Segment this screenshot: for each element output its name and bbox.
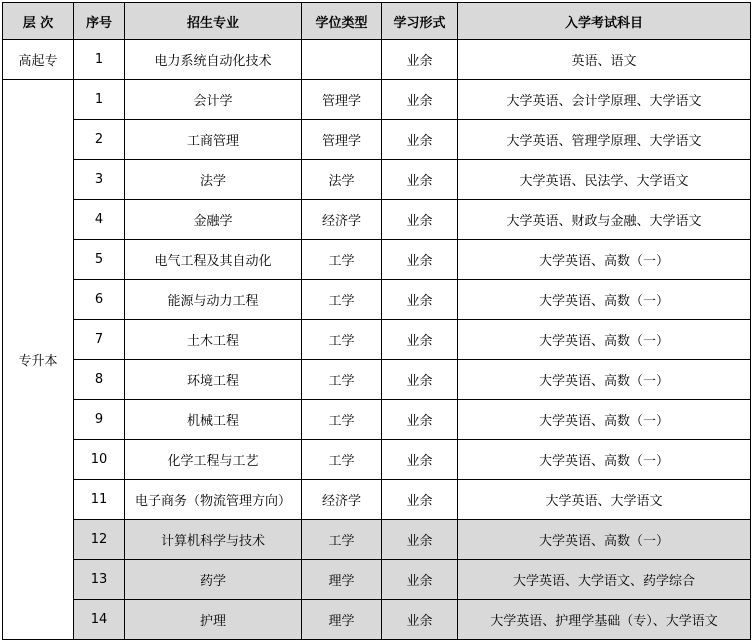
row-number: 5 xyxy=(74,240,125,280)
row-mode: 业余 xyxy=(382,240,458,280)
row-exams: 大学英语、高数（一） xyxy=(458,400,751,440)
row-exams: 英语、语文 xyxy=(458,40,751,80)
row-number: 4 xyxy=(74,200,125,240)
table-row xyxy=(3,240,751,280)
row-exams: 大学英语、管理学原理、大学语文 xyxy=(458,120,751,160)
row-degree: 工学 xyxy=(302,360,382,400)
row-exams: 大学英语、护理学基础（专）、大学语文 xyxy=(458,600,751,640)
row-number: 14 xyxy=(74,600,125,640)
row-major: 会计学 xyxy=(125,80,302,120)
row-major: 土木工程 xyxy=(125,320,302,360)
row-exams: 大学英语、高数（一） xyxy=(458,520,751,560)
table-row xyxy=(3,80,751,120)
row-degree: 工学 xyxy=(302,280,382,320)
row-degree: 理学 xyxy=(302,560,382,600)
row-mode: 业余 xyxy=(382,560,458,600)
row-exams: 大学英语、高数（一） xyxy=(458,360,751,400)
row-degree xyxy=(302,40,382,80)
row-number: 3 xyxy=(74,160,125,200)
row-mode: 业余 xyxy=(382,520,458,560)
row-major: 金融学 xyxy=(125,200,302,240)
row-exams: 大学英语、高数（一） xyxy=(458,440,751,480)
row-degree: 管理学 xyxy=(302,120,382,160)
header-exams: 入学考试科目 xyxy=(458,3,751,40)
row-mode: 业余 xyxy=(382,40,458,80)
row-exams: 大学英语、高数（一） xyxy=(458,240,751,280)
row-mode: 业余 xyxy=(382,440,458,480)
row-number: 1 xyxy=(74,40,125,80)
row-exams: 大学英语、民法学、大学语文 xyxy=(458,160,751,200)
row-mode: 业余 xyxy=(382,320,458,360)
row-mode: 业余 xyxy=(382,120,458,160)
row-major: 电力系统自动化技术 xyxy=(125,40,302,80)
row-exams: 大学英语、高数（一） xyxy=(458,280,751,320)
row-mode: 业余 xyxy=(382,280,458,320)
row-exams: 大学英语、高数（一） xyxy=(458,320,751,360)
row-major: 电子商务（物流管理方向） xyxy=(125,480,302,520)
row-mode: 业余 xyxy=(382,80,458,120)
header-major: 招生专业 xyxy=(125,3,302,40)
row-degree: 理学 xyxy=(302,600,382,640)
level-cell-gqz: 高起专 xyxy=(3,40,74,80)
header-number: 序号 xyxy=(74,3,125,40)
table-row xyxy=(3,280,751,320)
table-row xyxy=(3,520,751,560)
header-mode: 学习形式 xyxy=(382,3,458,40)
row-number: 12 xyxy=(74,520,125,560)
table-row xyxy=(3,320,751,360)
row-exams: 大学英语、大学语文、药学综合 xyxy=(458,560,751,600)
header-level: 层 次 xyxy=(3,3,74,40)
row-mode: 业余 xyxy=(382,400,458,440)
row-degree: 工学 xyxy=(302,440,382,480)
table-row xyxy=(3,160,751,200)
row-mode: 业余 xyxy=(382,160,458,200)
row-major: 工商管理 xyxy=(125,120,302,160)
admissions-table xyxy=(2,2,751,640)
row-exams: 大学英语、会计学原理、大学语文 xyxy=(458,80,751,120)
header-degree: 学位类型 xyxy=(302,3,382,40)
row-degree: 经济学 xyxy=(302,480,382,520)
row-mode: 业余 xyxy=(382,600,458,640)
row-mode: 业余 xyxy=(382,200,458,240)
table-row xyxy=(3,560,751,600)
row-major: 药学 xyxy=(125,560,302,600)
table-row xyxy=(3,40,751,80)
row-major: 机械工程 xyxy=(125,400,302,440)
row-number: 9 xyxy=(74,400,125,440)
row-exams: 大学英语、财政与金融、大学语文 xyxy=(458,200,751,240)
row-degree: 法学 xyxy=(302,160,382,200)
header-row xyxy=(3,3,751,40)
row-degree: 工学 xyxy=(302,240,382,280)
row-number: 1 xyxy=(74,80,125,120)
table-row xyxy=(3,200,751,240)
row-number: 7 xyxy=(74,320,125,360)
table-row xyxy=(3,360,751,400)
row-number: 8 xyxy=(74,360,125,400)
table-row xyxy=(3,120,751,160)
row-major: 法学 xyxy=(125,160,302,200)
row-exams: 大学英语、大学语文 xyxy=(458,480,751,520)
row-number: 2 xyxy=(74,120,125,160)
row-major: 能源与动力工程 xyxy=(125,280,302,320)
level-cell-zsb: 专升本 xyxy=(3,80,74,640)
row-number: 13 xyxy=(74,560,125,600)
row-degree: 工学 xyxy=(302,520,382,560)
table-row xyxy=(3,600,751,640)
row-degree: 工学 xyxy=(302,400,382,440)
table-row xyxy=(3,480,751,520)
row-major: 计算机科学与技术 xyxy=(125,520,302,560)
row-degree: 经济学 xyxy=(302,200,382,240)
row-major: 电气工程及其自动化 xyxy=(125,240,302,280)
row-major: 护理 xyxy=(125,600,302,640)
row-number: 10 xyxy=(74,440,125,480)
row-mode: 业余 xyxy=(382,360,458,400)
row-number: 6 xyxy=(74,280,125,320)
table-row xyxy=(3,440,751,480)
row-degree: 管理学 xyxy=(302,80,382,120)
row-major: 环境工程 xyxy=(125,360,302,400)
row-number: 11 xyxy=(74,480,125,520)
row-degree: 工学 xyxy=(302,320,382,360)
table-row xyxy=(3,400,751,440)
row-major: 化学工程与工艺 xyxy=(125,440,302,480)
row-mode: 业余 xyxy=(382,480,458,520)
